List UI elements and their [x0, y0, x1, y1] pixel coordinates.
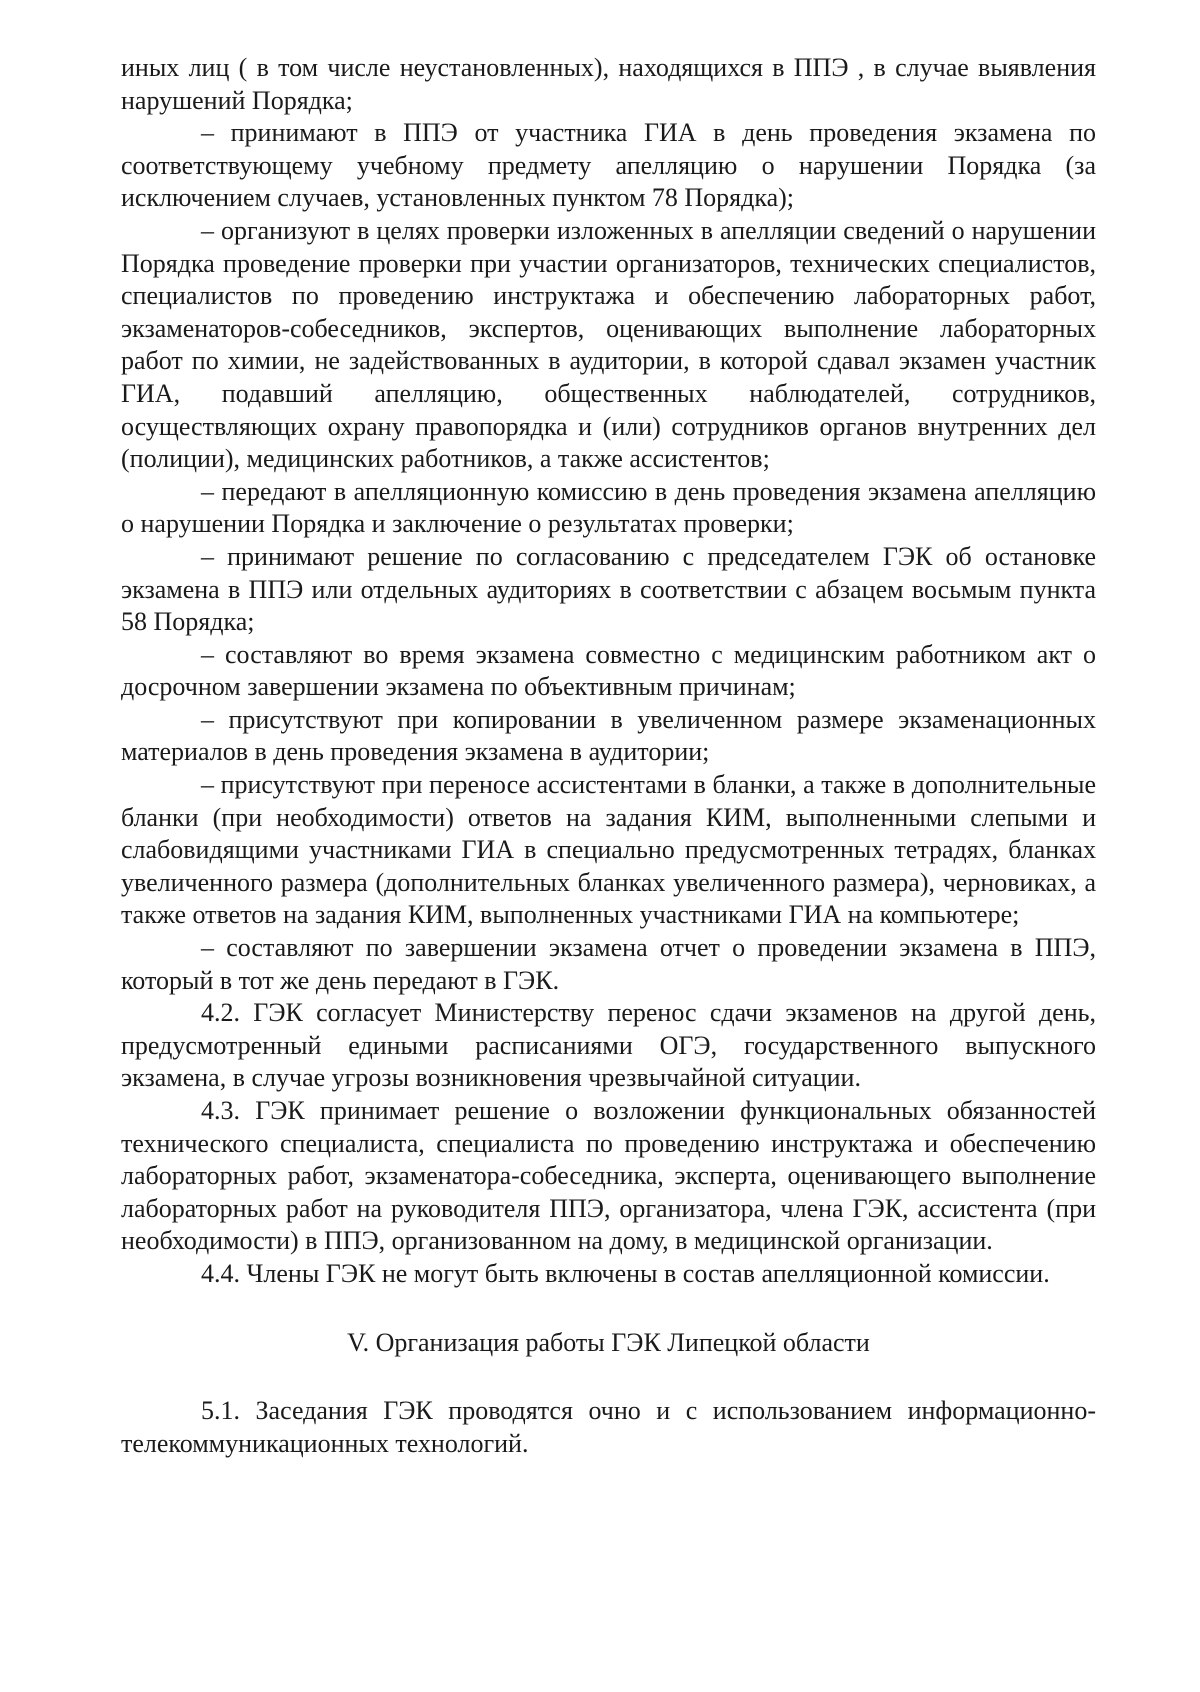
paragraph-continuation: иных лиц ( в том числе неустановленных), находящихся в ППЭ , в случае выявления нарушений Порядка; [121, 53, 1096, 115]
paragraph-transfer-answers: – присутствуют при переносе ассистентами в бланки, а также в дополнительные бланки (при необходимости) ответов на задания КИМ, выполненными слепыми и слабовидящими участниками ГИА в специально предусмотренных тетрадях, бланках увеличенного размера (дополнительных бланках увеличенного размера), черновиках, а также ответов на задания КИМ, выполненных участниками ГИА на компьютере; [121, 770, 1096, 930]
document-page [121, 52, 1096, 1460]
paragraph-copying-materials: – присутствуют при копировании в увеличенном размере экзаменационных материалов в день проведения экзамена в аудитории; [121, 704, 1096, 767]
section-heading: V. Организация работы ГЭК Липецкой области [347, 1327, 870, 1357]
paragraph-5-1: 5.1. Заседания ГЭК проводятся очно и с использованием информационно-телекоммуникационных технологий. [121, 1396, 1096, 1458]
paragraph-transfer-appeal: – передают в апелляционную комиссию в день проведения экзамена апелляцию о нарушении Порядка и заключение о результатах проверки; [121, 476, 1096, 539]
paragraph-4-4: 4.4. Члены ГЭК не могут быть включены в состав апелляционной комиссии. [201, 1258, 1050, 1288]
paragraph-4-3: 4.3. ГЭК принимает решение о возложении функциональных обязанностей технического специалиста, специалиста по проведению инструктажа и обеспечению лабораторных работ, экзаменатора-собеседника, эксперта, оценивающего выполнение лабораторных работ на руководителя ППЭ, организатора, члена ГЭК, ассистента (при необходимости) в ППЭ, организованном на дому, в медицинской организации. [121, 1096, 1096, 1256]
paragraph-early-completion-act: – составляют во время экзамена совместно с медицинским работником акт о досрочном завершении экзамена по объективным причинам; [121, 639, 1096, 702]
paragraph-4-2: 4.2. ГЭК согласует Министерству перенос сдачи экзаменов на другой день, предусмотренный едиными расписаниями ОГЭ, государственного выпускного экзамена, в случае угрозы возникновения чрезвычайной ситуации. [121, 998, 1096, 1093]
paragraph-accept-appeal: – принимают в ППЭ от участника ГИА в день проведения экзамена по соответствующему учебному предмету апелляцию о нарушении Порядка (за исключением случаев, установленных пунктом 78 Порядка); [121, 118, 1096, 213]
paragraph-stop-exam: – принимают решение по согласованию с председателем ГЭК об остановке экзамена в ППЭ или отдельных аудиториях в соответствии с абзацем восьмым пункта 58 Порядка; [121, 541, 1096, 637]
paragraph-exam-report: – составляют по завершении экзамена отчет о проведении экзамена в ППЭ, который в тот же день передают в ГЭК. [121, 933, 1096, 995]
paragraph-organize-check: – организуют в целях проверки изложенных в апелляции сведений о нарушении Порядка проведение проверки при участии организаторов, технических специалистов, специалистов по проведению инструктажа и обеспечению лабораторных работ, экзаменаторов-собеседников, экспертов, оценивающих выполнение лабораторных работ по химии, не задействованных в аудитории, в которой сдавал экзамен участник ГИА, подавший апелляцию, общественных наблюдателей, сотрудников, осуществляющих охрану правопорядка и (или) сотрудников органов внутренних дел (полиции), медицинских работников, а также ассистентов; [121, 215, 1096, 474]
